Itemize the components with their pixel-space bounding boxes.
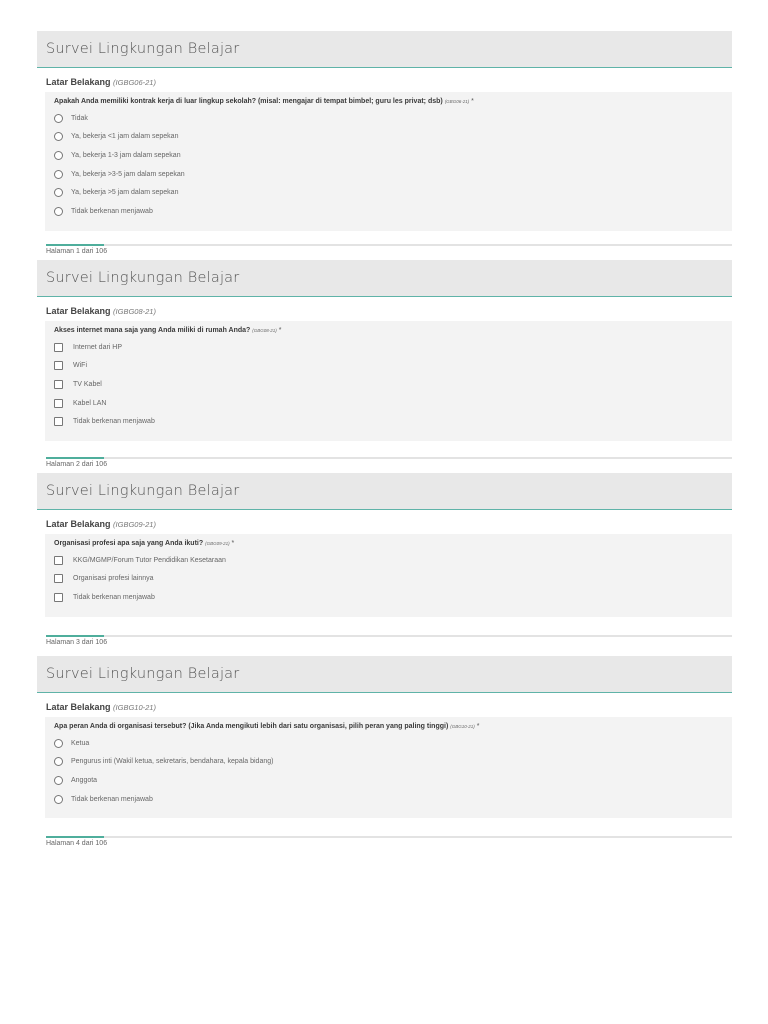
section-code: (IGBG09-21) [113, 520, 156, 529]
survey-page-2 [37, 260, 732, 441]
section-heading [46, 306, 732, 316]
question-label: Apa peran Anda di organisasi tersebut? (Jika Anda mengikuti lebih dari satu organisasi, pilih peran yang paling tinggi) [54, 723, 449, 730]
section-heading [46, 77, 732, 87]
required-marker: * [476, 723, 480, 730]
radio-button[interactable] [54, 795, 63, 804]
checkbox[interactable] [54, 417, 63, 426]
question-text [54, 327, 724, 334]
option-item[interactable] [54, 394, 724, 413]
page-footer-1 [37, 244, 732, 255]
survey-page-4 [37, 656, 732, 818]
option-item[interactable] [54, 375, 724, 394]
checkbox[interactable] [54, 343, 63, 352]
page-header [37, 31, 732, 68]
option-item[interactable] [54, 790, 724, 809]
option-label: Pengurus inti (Wakil ketua, sekretaris, bendahara, kepala bidang) [71, 758, 274, 766]
option-label: Ya, bekerja <1 jam dalam sepekan [71, 133, 179, 141]
survey-title: Survei Lingkungan Belajar [46, 41, 240, 57]
option-label: Ketua [71, 739, 90, 747]
required-marker: * [471, 98, 474, 105]
option-label: Tidak berkenan menjawab [71, 207, 153, 215]
survey-title: Survei Lingkungan Belajar [46, 483, 240, 499]
page-footer-3 [37, 635, 732, 646]
section-code: (IGBG06-21) [113, 78, 156, 87]
radio-button[interactable] [54, 188, 63, 197]
checkbox[interactable] [54, 574, 63, 583]
page-counter: Halaman 1 dari 106 [46, 248, 108, 255]
option-item[interactable] [54, 165, 724, 184]
page-header [37, 260, 732, 297]
option-label: WiFi [73, 362, 87, 370]
question-text [54, 98, 724, 105]
question-code: (GBG08-21) [252, 328, 277, 333]
section-heading [46, 702, 732, 712]
section-heading [46, 519, 732, 529]
option-item[interactable] [54, 412, 724, 431]
progress-bar [46, 457, 732, 459]
survey-page-3 [37, 473, 732, 617]
radio-button[interactable] [54, 207, 63, 216]
question-text [54, 723, 724, 730]
radio-button[interactable] [54, 170, 63, 179]
option-label: Internet dari HP [73, 343, 123, 351]
progress-fill [46, 457, 104, 459]
option-item[interactable] [54, 146, 724, 165]
page-counter: Halaman 3 dari 106 [46, 639, 108, 646]
option-item[interactable] [54, 551, 724, 570]
page-counter: Halaman 2 dari 106 [46, 461, 108, 468]
option-item[interactable] [54, 570, 724, 589]
option-item[interactable] [54, 588, 724, 607]
option-label: Kabel LAN [73, 399, 107, 407]
option-label: Tidak berkenan menjawab [73, 418, 155, 426]
page-header [37, 656, 732, 693]
page-counter: Halaman 4 dari 106 [46, 840, 108, 847]
option-label: Ya, bekerja 1-3 jam dalam sepekan [71, 151, 181, 159]
radio-button[interactable] [54, 776, 63, 785]
checkbox[interactable] [54, 361, 63, 370]
question-box [45, 321, 732, 441]
question-code: (GBG09-21) [205, 541, 230, 546]
progress-bar [46, 836, 732, 838]
radio-button[interactable] [54, 757, 63, 766]
question-code: (GBG10-21) [450, 724, 475, 729]
progress-bar [46, 635, 732, 637]
option-label: TV Kabel [73, 380, 102, 388]
checkbox[interactable] [54, 556, 63, 565]
option-label: Ya, bekerja >3-5 jam dalam sepekan [71, 170, 185, 178]
section-label: Latar Belakang [46, 77, 111, 87]
required-marker: * [231, 540, 235, 547]
option-item[interactable] [54, 109, 724, 128]
option-item[interactable] [54, 202, 724, 221]
radio-button[interactable] [54, 132, 63, 141]
page-footer-2 [37, 457, 732, 468]
page-header [37, 473, 732, 510]
progress-bar [46, 244, 732, 246]
radio-button[interactable] [54, 114, 63, 123]
option-item[interactable] [54, 338, 724, 357]
option-item[interactable] [54, 183, 724, 202]
checkbox[interactable] [54, 380, 63, 389]
progress-fill [46, 836, 104, 838]
option-item[interactable] [54, 753, 724, 772]
question-label: Apakah Anda memiliki kontrak kerja di luar lingkup sekolah? (misal: mengajar di tempat bimbel; guru les privat; dsb) [54, 98, 443, 105]
survey-title: Survei Lingkungan Belajar [46, 666, 240, 682]
option-label: Organisasi profesi lainnya [73, 575, 154, 583]
survey-page-1 [37, 31, 732, 231]
page-footer-4 [37, 836, 732, 847]
question-text [54, 540, 724, 547]
question-box [45, 717, 732, 818]
question-box [45, 92, 732, 231]
checkbox[interactable] [54, 399, 63, 408]
option-label: Ya, bekerja >5 jam dalam sepekan [71, 189, 179, 197]
section-label: Latar Belakang [46, 702, 111, 712]
required-marker: * [278, 327, 282, 334]
option-label: KKG/MGMP/Forum Tutor Pendidikan Kesetaraan [73, 556, 226, 564]
option-item[interactable] [54, 734, 724, 753]
question-box [45, 534, 732, 617]
option-item[interactable] [54, 771, 724, 790]
radio-button[interactable] [54, 739, 63, 748]
option-label: Anggota [71, 776, 98, 784]
radio-button[interactable] [54, 151, 63, 160]
option-item[interactable] [54, 128, 724, 147]
progress-fill [46, 635, 104, 637]
question-label: Akses internet mana saja yang Anda miliki di rumah Anda? [54, 327, 251, 334]
progress-fill [46, 244, 104, 246]
section-label: Latar Belakang [46, 306, 111, 316]
section-label: Latar Belakang [46, 519, 111, 529]
survey-title: Survei Lingkungan Belajar [46, 270, 240, 286]
checkbox[interactable] [54, 593, 63, 602]
question-label: Organisasi profesi apa saja yang Anda ikuti? [54, 540, 204, 547]
option-label: Tidak berkenan menjawab [73, 593, 155, 601]
section-code: (IGBG10-21) [113, 703, 156, 712]
option-label: Tidak berkenan menjawab [71, 795, 153, 803]
option-label: Tidak [71, 114, 88, 122]
option-item[interactable] [54, 357, 724, 376]
question-code: (GBG06-21) [444, 99, 470, 104]
section-code: (IGBG08-21) [113, 307, 156, 316]
